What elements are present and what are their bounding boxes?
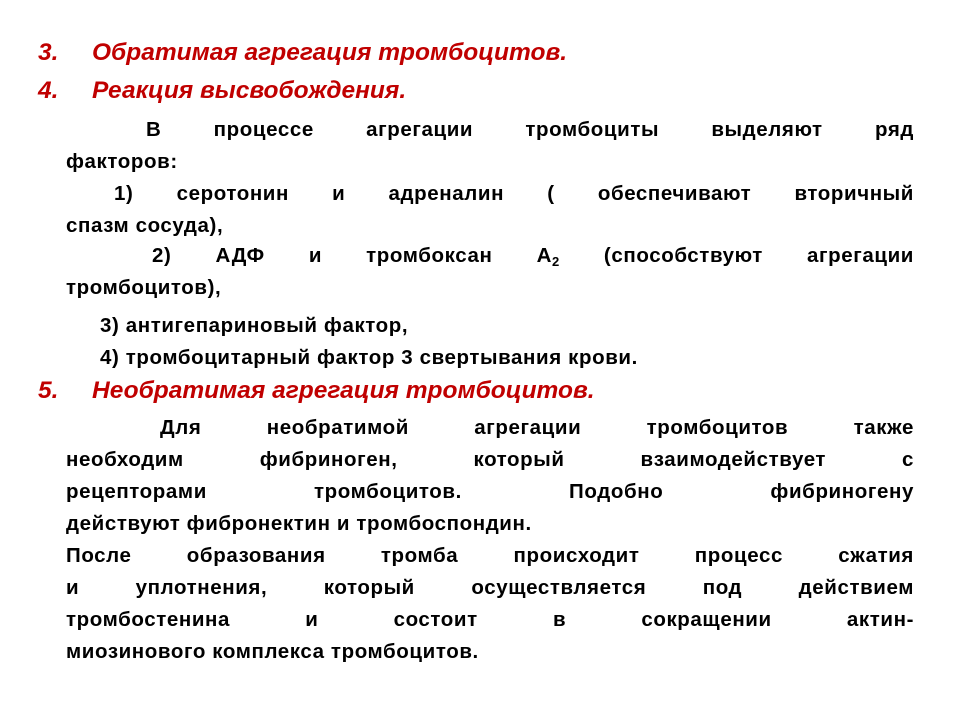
text-line: После образования тромба происходит процесс сжатия xyxy=(66,544,914,567)
heading-number: 5. xyxy=(38,377,59,404)
heading-number: 3. xyxy=(38,39,59,66)
heading-irreversible-aggregation xyxy=(38,376,595,406)
text-line: факторов: xyxy=(66,150,178,173)
release-item-3 xyxy=(66,310,914,342)
text-line: действуют фибронектин и тромбоспондин. xyxy=(66,512,532,535)
release-intro-paragraph xyxy=(66,114,914,178)
irreversible-paragraph-1 xyxy=(66,412,914,540)
text-line: 1) серотонин и адреналин ( обеспечивают вторичный xyxy=(114,182,914,205)
subscript: 2 xyxy=(551,254,560,269)
heading-reversible-aggregation xyxy=(38,38,567,68)
release-item-2 xyxy=(66,240,914,304)
text-line: рецепторами тромбоцитов. Подобно фибриногену xyxy=(66,480,914,503)
text-line: миозинового комплекса тромбоцитов. xyxy=(66,640,479,663)
heading-text: Реакция высвобождения. xyxy=(92,77,407,104)
text-line: спазм сосуда), xyxy=(66,214,224,237)
text-line: тромбостенина и состоит в сокращении актин- xyxy=(66,608,914,631)
irreversible-paragraph-2 xyxy=(66,540,914,668)
text-line: 2) АДФ и тромбоксан $А_2$ (способствуют агрегации xyxy=(152,244,914,269)
heading-text: Необратимая агрегация тромбоцитов. xyxy=(92,377,595,404)
text-line: Для необратимой агрегации тромбоцитов также xyxy=(160,416,914,439)
text-line: В процессе агрегации тромбоциты выделяют ряд xyxy=(146,118,914,141)
release-item-4 xyxy=(66,342,914,374)
heading-number: 4. xyxy=(38,77,59,104)
text-line: тромбоцитов), xyxy=(66,276,222,299)
text-line: необходим фибриноген, который взаимодействует с xyxy=(66,448,914,471)
heading-release-reaction xyxy=(38,76,406,106)
release-item-1 xyxy=(66,178,914,242)
text-line: и уплотнения, который осуществляется под действием xyxy=(66,576,914,599)
text-line: 3) антигепариновый фактор, xyxy=(100,314,409,337)
text-line: 4) тромбоцитарный фактор 3 свертывания крови. xyxy=(100,346,638,369)
heading-text: Обратимая агрегация тромбоцитов. xyxy=(92,39,568,66)
